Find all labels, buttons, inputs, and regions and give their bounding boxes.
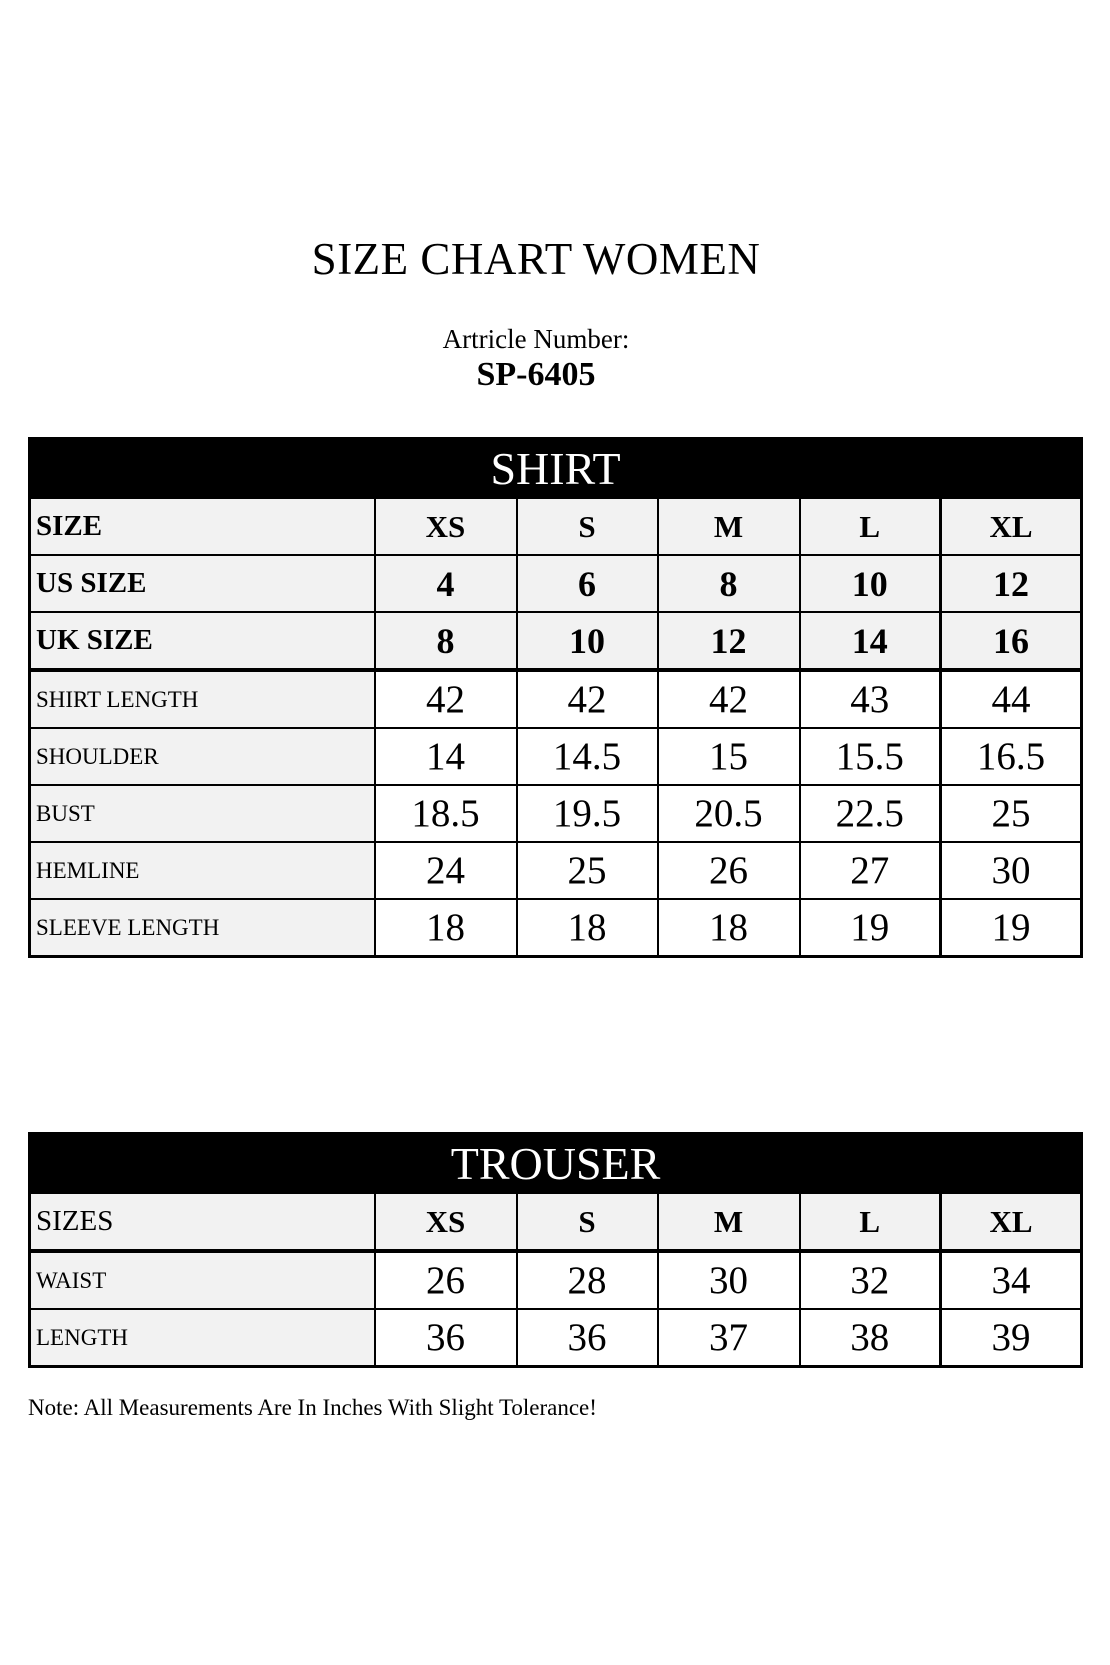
table-row	[30, 1251, 1082, 1309]
value-cell: 28	[517, 1251, 658, 1309]
value-cell: 19.5	[517, 785, 658, 842]
value-cell: 14	[375, 728, 517, 785]
row-label: LENGTH	[30, 1309, 375, 1367]
value-cell: 12	[941, 555, 1082, 612]
row-label: SIZE	[30, 498, 375, 556]
row-label: SHIRT LENGTH	[30, 670, 375, 728]
trouser-size-table	[28, 1132, 1083, 1368]
value-cell: 18.5	[375, 785, 517, 842]
table-row	[30, 555, 1082, 612]
value-cell: 16.5	[941, 728, 1082, 785]
value-cell: 44	[941, 670, 1082, 728]
row-label: WAIST	[30, 1251, 375, 1309]
value-cell: 42	[517, 670, 658, 728]
trouser-table-title: TROUSER	[30, 1134, 1082, 1193]
value-cell: 4	[375, 555, 517, 612]
size-cell: XL	[941, 1193, 1082, 1252]
value-cell: 19	[941, 899, 1082, 957]
table-row	[30, 1309, 1082, 1367]
table-row	[30, 728, 1082, 785]
value-cell: 42	[658, 670, 800, 728]
value-cell: 36	[375, 1309, 517, 1367]
value-cell: 16	[941, 612, 1082, 670]
value-cell: 34	[941, 1251, 1082, 1309]
value-cell: 18	[517, 899, 658, 957]
value-cell: 18	[375, 899, 517, 957]
row-label: UK SIZE	[30, 612, 375, 670]
value-cell: 18	[658, 899, 800, 957]
value-cell: 25	[517, 842, 658, 899]
row-label: BUST	[30, 785, 375, 842]
table-row	[30, 612, 1082, 670]
row-label: SHOULDER	[30, 728, 375, 785]
row-label: SIZES	[30, 1193, 375, 1252]
value-cell: 12	[658, 612, 800, 670]
value-cell: 8	[375, 612, 517, 670]
value-cell: 22.5	[800, 785, 941, 842]
table-row	[30, 498, 1082, 556]
size-cell: S	[517, 1193, 658, 1252]
table-row	[30, 899, 1082, 957]
table-row	[30, 439, 1082, 498]
value-cell: 26	[375, 1251, 517, 1309]
value-cell: 25	[941, 785, 1082, 842]
size-cell: XS	[375, 498, 517, 556]
value-cell: 38	[800, 1309, 941, 1367]
table-row	[30, 1193, 1082, 1252]
table-row	[30, 1134, 1082, 1193]
row-label: SLEEVE LENGTH	[30, 899, 375, 957]
shirt-table-title: SHIRT	[30, 439, 1082, 498]
value-cell: 27	[800, 842, 941, 899]
value-cell: 10	[800, 555, 941, 612]
row-label: US SIZE	[30, 555, 375, 612]
size-cell: XS	[375, 1193, 517, 1252]
size-cell: L	[800, 1193, 941, 1252]
value-cell: 6	[517, 555, 658, 612]
value-cell: 30	[941, 842, 1082, 899]
size-cell: L	[800, 498, 941, 556]
size-cell: M	[658, 1193, 800, 1252]
value-cell: 10	[517, 612, 658, 670]
value-cell: 42	[375, 670, 517, 728]
shirt-size-table	[28, 437, 1083, 958]
value-cell: 30	[658, 1251, 800, 1309]
value-cell: 39	[941, 1309, 1082, 1367]
value-cell: 19	[800, 899, 941, 957]
value-cell: 8	[658, 555, 800, 612]
measurement-note: Note: All Measurements Are In Inches With Slight Tolerance!	[28, 1395, 597, 1420]
article-number-label: Artricle Number:	[442, 324, 630, 354]
value-cell: 24	[375, 842, 517, 899]
value-cell: 32	[800, 1251, 941, 1309]
row-label: HEMLINE	[30, 842, 375, 899]
table-row	[30, 670, 1082, 728]
value-cell: 20.5	[658, 785, 800, 842]
value-cell: 14	[800, 612, 941, 670]
value-cell: 15.5	[800, 728, 941, 785]
size-cell: XL	[941, 498, 1082, 556]
value-cell: 26	[658, 842, 800, 899]
size-cell: M	[658, 498, 800, 556]
value-cell: 15	[658, 728, 800, 785]
value-cell: 36	[517, 1309, 658, 1367]
value-cell: 43	[800, 670, 941, 728]
table-row	[30, 842, 1082, 899]
value-cell: 37	[658, 1309, 800, 1367]
value-cell: 14.5	[517, 728, 658, 785]
table-row	[30, 785, 1082, 842]
article-number-value: SP-6405	[476, 356, 596, 393]
page-title: SIZE CHART WOMEN	[311, 234, 761, 284]
size-cell: S	[517, 498, 658, 556]
